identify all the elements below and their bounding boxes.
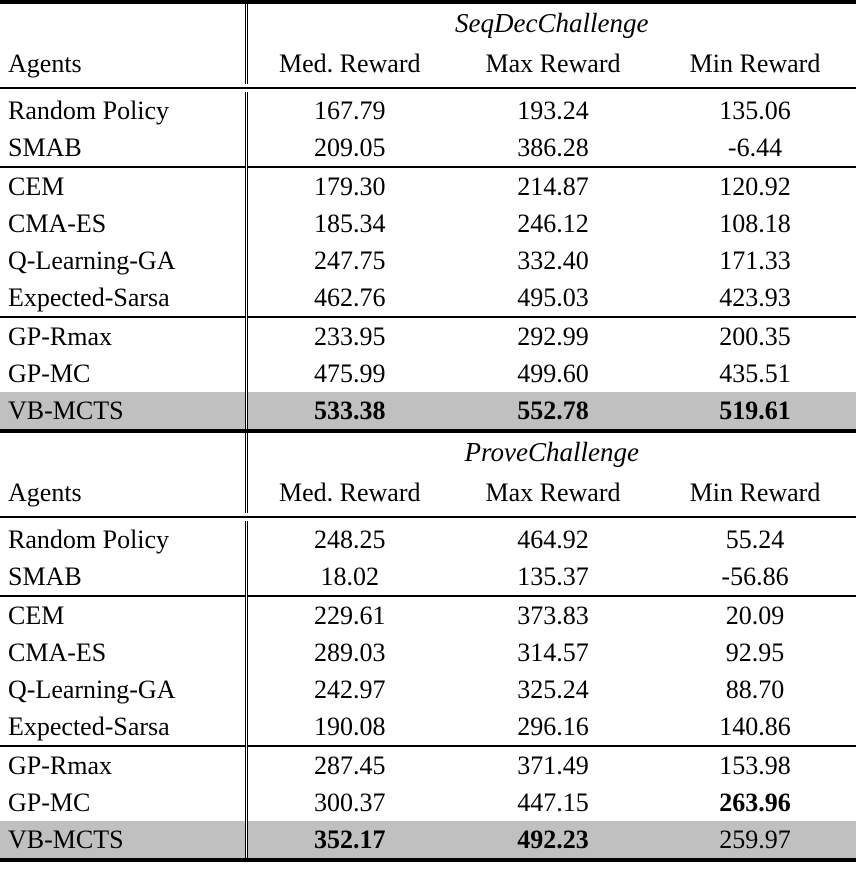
- med-reward-cell: 233.95: [314, 321, 386, 351]
- min-reward-cell: 200.35: [719, 321, 791, 351]
- table-row: [0, 279, 856, 317]
- table-row: [0, 671, 856, 708]
- min-reward-cell: 435.51: [719, 358, 791, 388]
- min-reward-cell: 88.70: [725, 674, 785, 704]
- max-reward-cell: 495.03: [452, 279, 654, 317]
- max-reward-cell: 386.28: [452, 129, 654, 167]
- max-reward-cell: 246.12: [517, 208, 589, 238]
- med-reward-cell: 352.17: [246, 821, 452, 860]
- max-reward-cell: 296.16: [452, 708, 654, 746]
- min-reward-cell: 55.24: [725, 524, 785, 554]
- min-reward-cell: 92.95: [725, 637, 785, 667]
- max-reward-cell: 499.60: [517, 358, 589, 388]
- table-row: [0, 708, 856, 746]
- min-reward-cell: 140.86: [654, 708, 856, 746]
- max-reward-cell: 492.23: [452, 821, 654, 860]
- med-reward-cell: 229.61: [314, 600, 386, 630]
- column-header-min-reward: Min Reward: [689, 49, 821, 78]
- agent-name-cell: Random Policy: [0, 521, 246, 558]
- min-reward-cell: 20.09: [725, 600, 785, 630]
- table-row: [0, 355, 856, 392]
- table-row: [0, 129, 856, 167]
- table-row: [0, 92, 856, 129]
- min-reward-cell: 423.93: [654, 279, 856, 317]
- table-row: [0, 392, 856, 431]
- med-reward-cell: 167.79: [314, 95, 386, 125]
- table-row: [0, 205, 856, 242]
- med-reward-cell: 18.02: [246, 558, 452, 596]
- table-row: [0, 821, 856, 860]
- min-reward-cell: -56.86: [654, 558, 856, 596]
- column-header-med-reward: Med. Reward: [278, 49, 421, 78]
- column-header-min-reward: Min Reward: [689, 478, 821, 507]
- med-reward-cell: 209.05: [246, 129, 452, 167]
- min-reward-cell: 120.92: [719, 171, 791, 201]
- med-reward-cell: 475.99: [314, 358, 386, 388]
- min-reward-cell: -6.44: [654, 129, 856, 167]
- agent-name-cell: VB-MCTS: [0, 821, 246, 860]
- min-reward-cell: 519.61: [654, 392, 856, 431]
- table-row: [0, 784, 856, 821]
- agent-name-cell: GP-MC: [0, 355, 246, 392]
- column-header-row-1: [0, 473, 856, 513]
- agent-name-cell: CEM: [0, 167, 246, 205]
- max-reward-cell: 292.99: [517, 321, 589, 351]
- max-reward-cell: 325.24: [517, 674, 589, 704]
- section-title-row-0: [0, 4, 856, 44]
- agent-name-cell: Q-Learning-GA: [0, 242, 246, 279]
- agent-name-cell: CMA-ES: [0, 634, 246, 671]
- column-header-row-0: [0, 44, 856, 84]
- med-reward-cell: 533.38: [246, 392, 452, 431]
- section-title-spacer: [0, 431, 246, 473]
- med-reward-cell: 248.25: [314, 524, 386, 554]
- med-reward-cell: 179.30: [314, 171, 386, 201]
- table-row: [0, 558, 856, 596]
- table-row: [0, 167, 856, 205]
- min-reward-cell: 263.96: [719, 787, 791, 817]
- max-reward-cell: 373.83: [517, 600, 589, 630]
- agent-name-cell: GP-Rmax: [0, 746, 246, 784]
- min-reward-cell: 153.98: [719, 750, 791, 780]
- agent-name-cell: VB-MCTS: [0, 392, 246, 431]
- column-header-max-reward: Max Reward: [485, 478, 621, 507]
- med-reward-cell: 462.76: [246, 279, 452, 317]
- agent-name-cell: SMAB: [0, 129, 246, 167]
- min-reward-cell: 171.33: [719, 245, 791, 275]
- agent-name-cell: Expected-Sarsa: [0, 279, 246, 317]
- med-reward-cell: 300.37: [314, 787, 386, 817]
- max-reward-cell: 135.37: [452, 558, 654, 596]
- agent-name-cell: CEM: [0, 596, 246, 634]
- table-row: [0, 634, 856, 671]
- min-reward-cell: 135.06: [719, 95, 791, 125]
- column-header-agents: Agents: [0, 44, 246, 84]
- table-row: [0, 746, 856, 784]
- section-title-row-1: [0, 431, 856, 473]
- agent-name-cell: CMA-ES: [0, 205, 246, 242]
- max-reward-cell: 314.57: [517, 637, 589, 667]
- agent-name-cell: Random Policy: [0, 92, 246, 129]
- max-reward-cell: 464.92: [517, 524, 589, 554]
- max-reward-cell: 447.15: [517, 787, 589, 817]
- min-reward-cell: 259.97: [654, 821, 856, 860]
- column-header-agents: Agents: [0, 473, 246, 513]
- results-table-body: [0, 2, 856, 860]
- agent-name-cell: GP-Rmax: [0, 317, 246, 355]
- med-reward-cell: 185.34: [314, 208, 386, 238]
- table-row: [0, 596, 856, 634]
- table-row: [0, 317, 856, 355]
- agent-name-cell: Expected-Sarsa: [0, 708, 246, 746]
- max-reward-cell: 193.24: [517, 95, 589, 125]
- med-reward-cell: 289.03: [314, 637, 386, 667]
- section-title-spacer: [0, 4, 246, 44]
- column-header-max-reward: Max Reward: [485, 49, 621, 78]
- max-reward-cell: 552.78: [452, 392, 654, 431]
- agent-name-cell: Q-Learning-GA: [0, 671, 246, 708]
- max-reward-cell: 371.49: [517, 750, 589, 780]
- med-reward-cell: 190.08: [246, 708, 452, 746]
- max-reward-cell: 214.87: [517, 171, 589, 201]
- med-reward-cell: 242.97: [314, 674, 386, 704]
- table-row: [0, 521, 856, 558]
- min-reward-cell: 108.18: [719, 208, 791, 238]
- column-header-med-reward: Med. Reward: [278, 478, 421, 507]
- agent-name-cell: GP-MC: [0, 784, 246, 821]
- agent-name-cell: SMAB: [0, 558, 246, 596]
- section-title: SeqDecChallenge: [455, 7, 649, 38]
- med-reward-cell: 287.45: [314, 750, 386, 780]
- med-reward-cell: 247.75: [314, 245, 386, 275]
- table-row: [0, 242, 856, 279]
- section-title: ProveChallenge: [464, 436, 639, 467]
- max-reward-cell: 332.40: [517, 245, 589, 275]
